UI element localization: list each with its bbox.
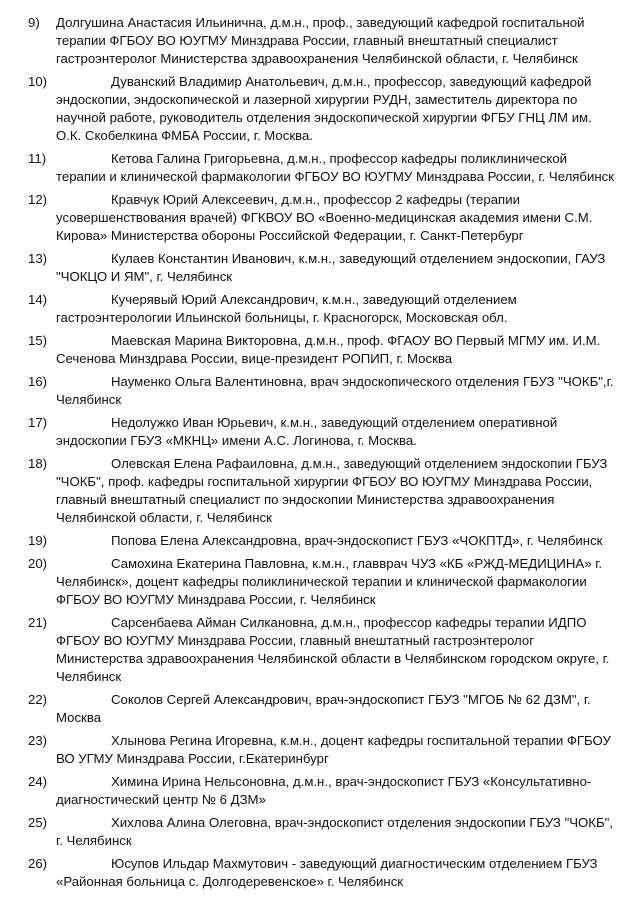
list-item-text: Кравчук Юрий Алексеевич, д.м.н., профессор 2 кафедры (терапии усовершенствования врачей) ФГКВОУ ВО «Военно-медицинская академия имени С.М. Кирова» Министерства обороны Российской Федерации, г. Санкт-Петербург — [56, 192, 593, 243]
list-item-number: 16) — [28, 374, 48, 389]
list-item-number: 19) — [28, 533, 48, 548]
list-item-text: Попова Елена Александровна, врач-эндоскопист ГБУЗ «ЧОКПТД», г. Челябинск — [111, 533, 603, 548]
list-item — [28, 614, 618, 686]
list-item-number: 17) — [28, 415, 48, 430]
list-item-number: 13) — [28, 251, 48, 266]
list-item — [28, 291, 618, 327]
list-item — [28, 14, 618, 68]
list-item — [28, 191, 618, 245]
list-item-text: Соколов Сергей Александрович, врач-эндоскопист ГБУЗ "МГОБ № 62 ДЗМ", г. Москва — [56, 692, 591, 725]
list-item-number: 24) — [28, 774, 48, 789]
list-item — [28, 332, 618, 368]
list-item-text: Кетова Галина Григорьевна, д.м.н., профессор кафедры поликлинической терапии и клинической фармакологии ФГБОУ ВО ЮУГМУ Минздрава России, г. Челябинск — [56, 151, 614, 184]
list-item — [28, 814, 618, 850]
list-item-text: Долгушина Анастасия Ильинична, д.м.н., проф., заведующий кафедрой госпитальной терапии ФГБОУ ВО ЮУГМУ Минздрава России, главный внештатный специалист гастроэнтеролог Министерства здравоохранения Челябинской области, г. Челябинск — [56, 15, 585, 66]
list-item-number: 20) — [28, 556, 48, 571]
list-item-number: 18) — [28, 456, 48, 471]
list-item-text: Науменко Ольга Валентиновна, врач эндоскопического отделения ГБУЗ "ЧОКБ",г. Челябинск — [56, 374, 614, 407]
list-item-number: 22) — [28, 692, 48, 707]
list-item — [28, 250, 618, 286]
list-item-number: 23) — [28, 733, 48, 748]
list-item-text: Кулаев Константин Иванович, к.м.н., заведующий отделением эндоскопии, ГАУЗ "ЧОКЦО И ЯМ", г. Челябинск — [56, 251, 606, 284]
list-item-number: 9) — [28, 15, 40, 30]
list-item-text: Хихлова Алина Олеговна, врач-эндоскопист отделения эндоскопии ГБУЗ "ЧОКБ", г. Челябинск — [56, 815, 613, 848]
participant-list — [28, 14, 618, 896]
list-item-text: Хлынова Регина Игоревна, к.м.н., доцент кафедры госпитальной терапии ФГБОУ ВО УГМУ Минздрава России, г.Екатеринбург — [56, 733, 611, 766]
list-item — [28, 73, 618, 145]
list-item — [28, 732, 618, 768]
list-item-text: Дуванский Владимир Анатольевич, д.м.н., профессор, заведующий кафедрой эндоскопии, эндоскопической и лазерной хирургии РУДН, заместитель директора по научной работе, руководитель отделения эндоскопической хирургии ФГБУ ГНЦ ЛМ им. О.К. Скобелкина ФМБА России, г. Москва. — [56, 74, 592, 143]
list-item — [28, 691, 618, 727]
list-item-text: Маевская Марина Викторовна, д.м.н., проф. ФГАОУ ВО Первый МГМУ им. И.М. Сеченова Минздрава России, вице-президент РОПИП, г. Москва — [56, 333, 601, 366]
list-item — [28, 150, 618, 186]
list-item-text: Сарсенбаева Айман Силкановна, д.м.н., профессор кафедры терапии ИДПО ФГБОУ ВО ЮУГМУ Минздрава России, главный внештатный гастроэнтеролог Министерства здравоохранения Челябинской области в Челябинском городском округе, г. Челябинск — [56, 615, 610, 684]
list-item-text: Химина Ирина Нельсоновна, д.м.н., врач-эндоскопист ГБУЗ «Консультативно-диагностический центр № 6 ДЗМ» — [56, 774, 592, 807]
list-item-text: Олевская Елена Рафаиловна, д.м.н., заведующий отделением эндоскопии ГБУЗ "ЧОКБ", проф. кафедры госпитальной хирургии ФГБОУ ВО ЮУГМУ Минздрава России, главный внештатный специалист по эндоскопии Министерства здравоохранения Челябинской области, г. Челябинск — [56, 456, 608, 525]
list-item-number: 14) — [28, 292, 48, 307]
list-item-number: 25) — [28, 815, 48, 830]
list-item-number: 12) — [28, 192, 48, 207]
list-item-number: 11) — [28, 151, 47, 166]
list-item — [28, 855, 618, 891]
list-item — [28, 773, 618, 809]
list-item-number: 26) — [28, 856, 48, 871]
list-item — [28, 373, 618, 409]
list-item-text: Кучерявый Юрий Александрович, к.м.н., заведующий отделением гастроэнтерологии Ильинской больницы, г. Красногорск, Московская обл. — [56, 292, 517, 325]
list-item — [28, 414, 618, 450]
list-item — [28, 532, 618, 550]
list-item-number: 15) — [28, 333, 48, 348]
list-item — [28, 555, 618, 609]
list-item-number: 21) — [28, 615, 48, 630]
list-item-text: Недолужко Иван Юрьевич, к.м.н., заведующий отделением оперативной эндоскопии ГБУЗ «МКНЦ» имени А.С. Логинова, г. Москва. — [56, 415, 558, 448]
list-item — [28, 455, 618, 527]
list-item-text: Самохина Екатерина Павловна, к.м.н., главврач ЧУЗ «КБ «РЖД-МЕДИЦИНА» г. Челябинск», доцент кафедры поликлинической терапии и клинической фармакологии ФГБОУ ВО ЮУГМУ Минздрава России, г. Челябинск — [56, 556, 603, 607]
list-item-number: 10) — [28, 74, 48, 89]
list-item-text: Юсупов Ильдар Махмутович - заведующий диагностическим отделением ГБУЗ «Районная больница с. Долгодеревенское» г. Челябинск — [56, 856, 598, 889]
